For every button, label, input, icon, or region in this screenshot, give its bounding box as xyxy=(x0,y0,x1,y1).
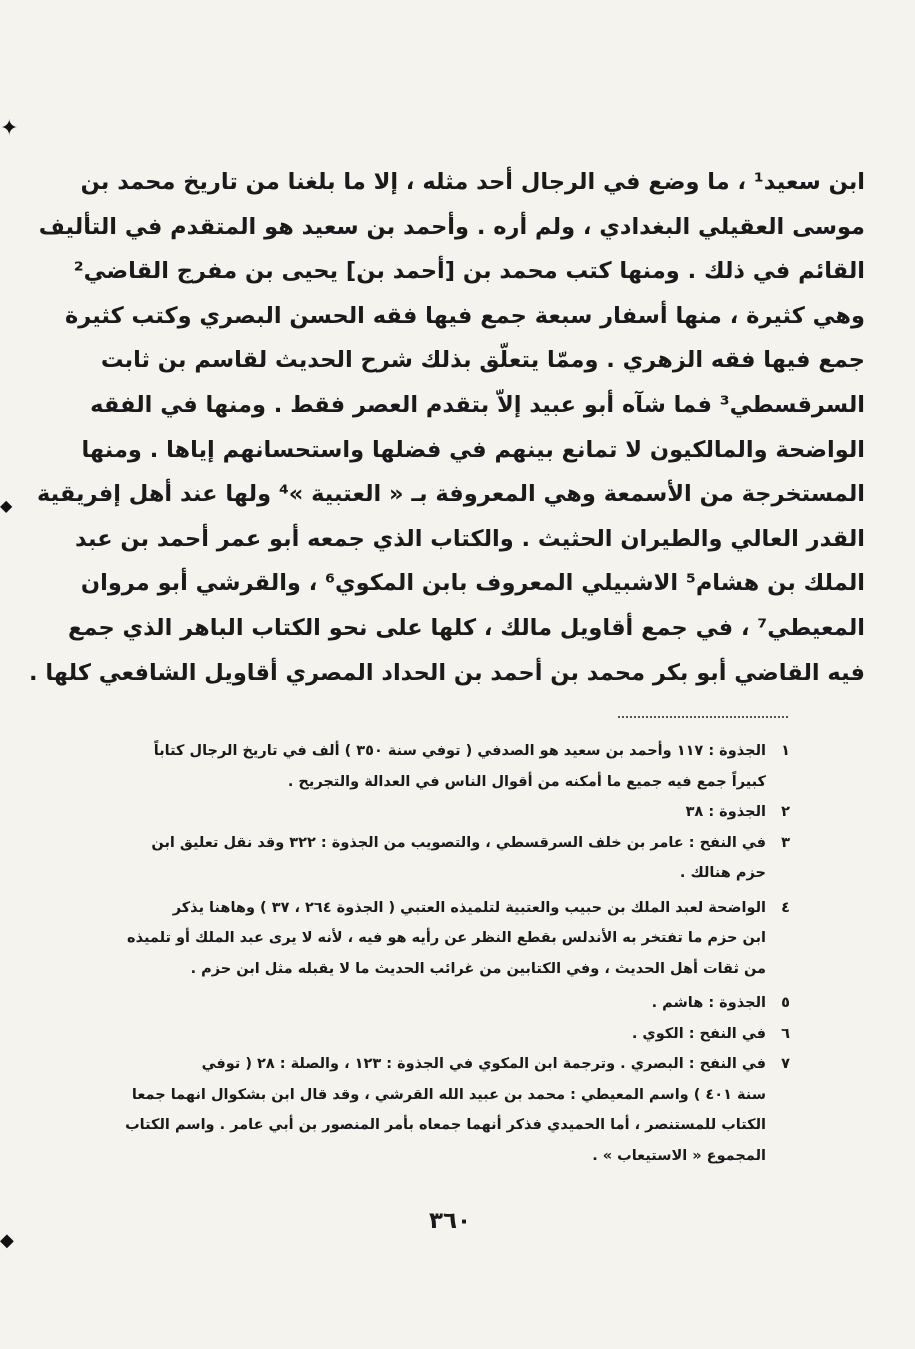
footnote-line: في النفح : البصري . وترجمة ابن المكوي في الجذوة : ١٢٣ ، والصلة : ٢٨ ( توفي xyxy=(201,1056,766,1072)
text-line: موسى العقيلي البغدادي ، ولم أره . وأحمد بن سعيد هو المتقدم في التأليف xyxy=(38,213,865,240)
text-line: فيه القاضي أبو بكر محمد بن أحمد بن الحداد المصري أقاويل الشافعي كلها . xyxy=(28,659,865,686)
footnote-number: ٢ xyxy=(781,804,790,820)
footnote-6 xyxy=(130,1019,790,1050)
footnote-3 xyxy=(130,828,790,889)
text-line: المعيطي⁷ ، في جمع أقاويل مالك ، كلها على نحو الكتاب الباهر الذي جمع xyxy=(68,614,865,641)
footnote-line: في النفح : الكوي . xyxy=(631,1025,766,1042)
footnote-text xyxy=(130,988,766,1019)
footnote-line: ابن حزم ما تفتخر به الأندلس بقطع النظر عن رأيه هو فيه ، لأنه لا يرى عبد الملك أو تلميذه xyxy=(127,930,766,946)
scan-edge-mark: ◆ xyxy=(0,496,13,515)
footnote-text xyxy=(130,797,766,828)
footnote-7 xyxy=(125,1049,790,1171)
footnote-text xyxy=(130,736,766,797)
footnote-number: ٤ xyxy=(781,899,790,916)
footnote-text xyxy=(130,1019,766,1050)
footnote-5 xyxy=(130,988,790,1019)
text-line: الواضحة والمالكيون لا تمانع بينهم في فضلها واستحسانهم إياها . ومنها xyxy=(81,436,865,463)
text-line: القدر العالي والطيران الحثيث . والكتاب الذي جمعه أبو عمر أحمد بن عبد xyxy=(75,525,865,552)
text-line: ابن سعيد¹ ، ما وضع في الرجال أحد مثله ، إلا ما بلغنا من تاريخ محمد بن xyxy=(80,169,865,195)
footnote-line: في النفح : عامر بن خلف السرقسطي ، والتصويب من الجذوة : ٣٢٢ وقد نقل تعليق ابن xyxy=(151,834,766,851)
text-line: المستخرجة من الأسمعة وهي المعروفة بـ « العتبية »⁴ ولها عند أهل إفريقية xyxy=(37,481,865,508)
footnote-line: الجذوة : هاشم . xyxy=(651,995,766,1011)
footnote-line: الكتاب للمستنصر ، أما الحميدي فذكر أنهما جمعاه بأمر المنصور بن أبي عامر . واسم الكتاب xyxy=(125,1117,766,1133)
footnote-number: ١ xyxy=(781,743,790,759)
footnote-line: الجذوة : ٣٨ xyxy=(685,804,766,820)
footnote-1 xyxy=(130,736,790,797)
footnote-4 xyxy=(127,893,790,985)
footnote-line: المجموع « الاستيعاب » . xyxy=(592,1147,766,1164)
footnotes xyxy=(125,736,790,1171)
main-text xyxy=(28,160,865,695)
footnote-number: ٥ xyxy=(781,995,790,1011)
footnote-text xyxy=(130,828,766,889)
footnote-line: الواضحة لعبد الملك بن حبيب والعتبية لتلميذه العتبي ( الجذوة ٢٦٤ ، ٣٧ ) وهاهنا يذكر xyxy=(172,899,766,916)
footnote-number: ٣ xyxy=(781,834,790,851)
footnote-2 xyxy=(130,797,790,828)
footnote-text xyxy=(125,1049,766,1171)
footnote-line: حزم هنالك . xyxy=(679,865,766,881)
scan-crosshair-mark: ✦ xyxy=(0,116,19,141)
footnote-line: الجذوة : ١١٧ وأحمد بن سعيد هو الصدفي ( توفي سنة ٣٥٠ ) ألف في تاريخ الرجال كتاباً xyxy=(153,743,766,759)
text-line: الملك بن هشام⁵ الاشبيلي المعروف بابن المكوي⁶ ، والقرشي أبو مروان xyxy=(80,570,865,597)
footnote-number: ٧ xyxy=(781,1056,790,1072)
footnote-line: كبيراً جمع فيه جميع ما أمكنه من أقوال الناس في العدالة والتجريح . xyxy=(287,773,766,790)
footnote-number: ٦ xyxy=(781,1025,790,1042)
text-line: السرقسطي³ فما شآه أبو عبيد إلاّ بتقدم العصر فقط . ومنها في الفقه xyxy=(90,391,865,418)
text-line: وهي كثيرة ، منها أسفار سبعة جمع فيها فقه الحسن البصري وكتب كثيرة xyxy=(64,302,865,329)
text-line: جمع فيها فقه الزهري . وممّا يتعلّق بذلك شرح الحديث لقاسم بن ثابت xyxy=(100,347,865,374)
footnote-line: سنة ٤٠١ ) واسم المعيطي : محمد بن عبيد الله القرشي ، وقد قال ابن بشكوال انهما جمعا xyxy=(131,1086,766,1103)
footnote-line: من ثقات أهل الحديث ، وفي الكتابين من غرائب الحديث ما لا يقبله مثل ابن حزم . xyxy=(190,960,766,977)
page-number: ٣٦٠ xyxy=(428,1208,472,1234)
footnote-separator xyxy=(618,716,788,718)
footnote-text xyxy=(127,893,766,985)
scan-edge-mark-bottom: ◆ xyxy=(0,1230,14,1251)
text-line: القائم في ذلك . ومنها كتب محمد بن [أحمد بن] يحيى بن مفرج القاضي² xyxy=(73,258,865,285)
